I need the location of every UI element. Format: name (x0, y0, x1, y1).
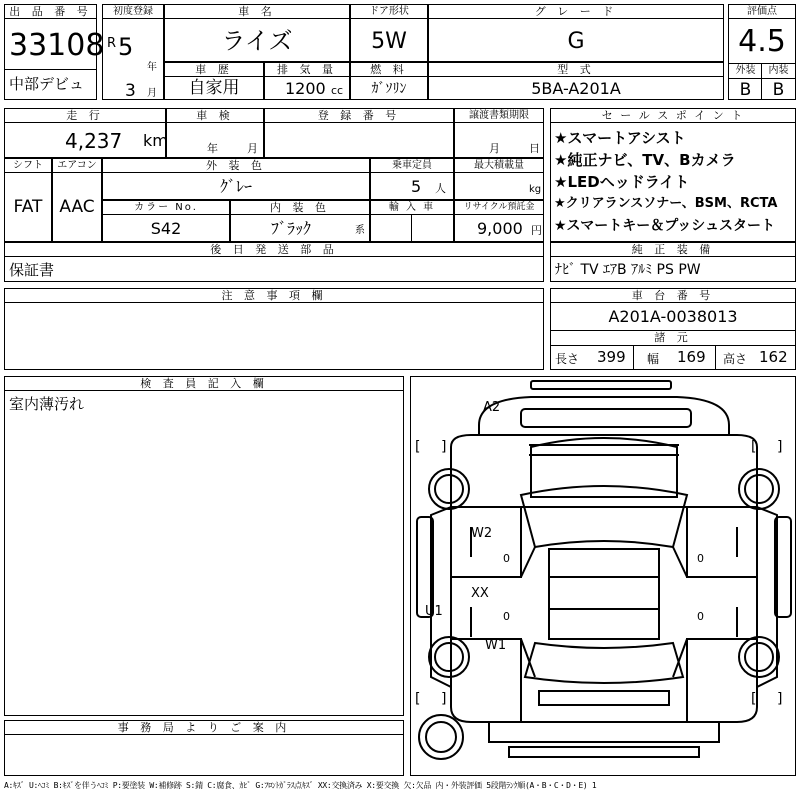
load-box (454, 158, 544, 200)
sales-item: ★クリアランスソナー、BSM、RCTA (554, 196, 778, 211)
car-name: ライズ (221, 27, 293, 55)
laterparts-label: 後 日 発 送 部 品 (5, 243, 543, 257)
regno-label: 登 録 番 号 (265, 109, 453, 123)
chassis-label: 車 台 番 号 (551, 289, 795, 303)
sales-item: ★LEDヘッドライト (554, 173, 690, 191)
transfer-label: 譲渡書類期限 (455, 109, 543, 123)
inspector-box (4, 376, 404, 716)
intcolor-label: 内 装 色 (231, 201, 369, 215)
disp-unit: cc (331, 84, 344, 97)
len-label: 長さ (555, 352, 580, 366)
reg-era: R (107, 36, 117, 51)
mark-zero: 0 (697, 610, 704, 623)
door-value: 5W (371, 29, 407, 54)
score-label: 評価点 (729, 5, 795, 19)
disp-label: 排 気 量 (265, 63, 349, 77)
door-box (350, 4, 428, 62)
svg-text:[: [ (415, 691, 421, 707)
lot-number: 33108 (9, 28, 105, 63)
svg-text:[: [ (415, 439, 421, 455)
transfer-month: 月 (489, 142, 500, 155)
sales-label: セ ー ル ス ポ イ ン ト (551, 109, 795, 123)
mark-zero: 0 (503, 552, 510, 565)
office-label: 事 務 局 よ り ご 案 内 (5, 721, 403, 735)
mark-u1: U1 (425, 604, 443, 619)
int-label: 内装 (768, 65, 789, 76)
history-label: 車 歴 (165, 63, 263, 77)
equip-label: 純 正 装 備 (551, 243, 795, 257)
model-box (428, 62, 724, 100)
venue: 中部デビュ (9, 75, 85, 93)
transfer-day: 日 (529, 142, 540, 155)
colorno-box (102, 200, 230, 242)
lot-box (4, 4, 105, 100)
mark-zero: 0 (697, 552, 704, 565)
grade-box (428, 4, 724, 62)
svg-text:]: ] (441, 691, 447, 707)
wid-label: 幅 (647, 352, 660, 366)
extcolor-box (102, 158, 370, 200)
sales-box (550, 108, 796, 242)
colorno-value: S42 (150, 219, 182, 238)
shift-label: シフト (5, 159, 51, 173)
intcolor-unit: 系 (355, 225, 365, 236)
ac-label: エアコン (53, 159, 101, 173)
hei-value: 162 (759, 348, 788, 366)
extcolor-value: ｸﾞﾚｰ (219, 177, 252, 196)
reg-box (102, 4, 164, 100)
recycle-value: 9,000 (477, 219, 523, 238)
sales-item: ★スマートアシスト (554, 129, 686, 147)
score-value: 4.5 (738, 24, 786, 59)
mark-w2: W2 (471, 526, 493, 541)
recycle-label: リサイクル預託金 (455, 201, 543, 215)
lot-label: 出 品 番 号 (5, 5, 96, 19)
load-unit: kg (529, 184, 542, 195)
legend: A:ｷｽﾞ U:ﾍｺﾐ B:ｷｽﾞを伴うﾍｺﾐ P:要塗装 W:補修跡 S:錆 C:腐食、ｶﾋﾞ G:ﾌﾛﾝﾄｶﾞﾗｽ点ｷｽﾞ XX:交換済み X:要交換 欠:欠品 内・外装評価 5段階ﾗﾝｸ順(A・B・C・D・E) 1 (4, 781, 597, 790)
svg-text:[: [ (751, 691, 757, 707)
capacity-label: 乗車定員 (371, 159, 453, 173)
import-label: 輸 入 車 (371, 201, 453, 215)
disp-value: 1200 (285, 79, 326, 98)
import-box (370, 200, 454, 242)
sales-item: ★純正ナビ、TV、Bカメラ (554, 151, 736, 169)
reg-year: 5 (118, 33, 134, 61)
notes-box (4, 288, 544, 370)
mark-zero: 0 (503, 610, 510, 623)
fuel-value: ｶﾞｿﾘﾝ (371, 81, 407, 97)
intcolor-box (230, 200, 370, 242)
ac-value: AAC (59, 197, 95, 217)
wheel-icons (419, 469, 779, 759)
mileage-box (4, 108, 166, 158)
mark-w1: W1 (485, 638, 507, 653)
hei-label: 高さ (723, 352, 748, 366)
laterparts-value: 保証書 (9, 261, 55, 279)
chassis-value: A201A-0038013 (608, 307, 738, 326)
intcolor-value: ﾌﾞﾗｯｸ (270, 219, 311, 238)
grade-value: G (567, 29, 585, 54)
svg-text:]: ] (777, 691, 783, 707)
inspector-label: 検 査 員 記 入 欄 (5, 377, 403, 391)
mark-xx: XX (471, 586, 489, 601)
capacity-box (370, 158, 454, 200)
colorno-label: カラー No. (103, 201, 229, 215)
ac-box (52, 158, 102, 242)
recycle-unit: 円 (531, 224, 542, 237)
transfer-box (454, 108, 544, 158)
history-box (164, 62, 264, 100)
dims-label: 諸 元 (654, 331, 692, 344)
reg-month: 3 (125, 81, 136, 101)
history-value: 自家用 (188, 78, 240, 98)
inspection-box (166, 108, 264, 158)
model-label: 型 式 (429, 63, 723, 77)
sales-item: ★スマートキー＆プッシュスタート (554, 218, 776, 234)
insp-month-unit: 月 (247, 142, 258, 155)
extcolor-label: 外 装 色 (103, 159, 369, 173)
mileage-label: 走 行 (5, 109, 165, 123)
capacity-value: 5 (411, 177, 422, 196)
office-box (4, 720, 404, 776)
shift-value: FAT (13, 197, 43, 217)
mileage-value: 4,237 (65, 129, 123, 153)
notes-label: 注 意 事 項 欄 (5, 289, 543, 303)
fuel-label: 燃 料 (351, 63, 427, 77)
fuel-box (350, 62, 428, 100)
laterparts-box (4, 242, 544, 282)
door-label: ドア形状 (351, 5, 427, 19)
chassis-box (550, 288, 796, 370)
int-score: B (772, 80, 785, 100)
capacity-unit: 人 (435, 182, 446, 195)
equip-value: ﾅﾋﾞ TV ｴｱB ｱﾙﾐ PS PW (555, 262, 701, 278)
reg-label: 初度登録 (103, 5, 163, 19)
car-outline (411, 377, 797, 777)
equip-box (550, 242, 796, 282)
score-box (728, 4, 796, 100)
car-box (164, 4, 350, 62)
wid-value: 169 (677, 348, 706, 366)
regno-box (264, 108, 454, 158)
svg-text:[: [ (751, 439, 757, 455)
ext-score: B (739, 80, 752, 100)
mileage-unit: km (143, 131, 168, 150)
inspection-label: 車 検 (167, 109, 263, 123)
reg-year-unit: 年 (147, 62, 157, 73)
car-label: 車 名 (165, 5, 349, 19)
damage-diagram (410, 376, 796, 776)
shift-box (4, 158, 52, 242)
ext-label: 外装 (735, 65, 756, 76)
svg-text:]: ] (441, 439, 447, 455)
inspector-note: 室内薄汚れ (9, 395, 85, 413)
disp-box (264, 62, 350, 100)
svg-text:]: ] (777, 439, 783, 455)
model-value: 5BA-A201A (531, 79, 621, 98)
len-value: 399 (597, 348, 626, 366)
grade-label: グ レ ー ド (429, 5, 723, 19)
mark-a2: A2 (483, 400, 501, 415)
recycle-box (454, 200, 544, 242)
load-label: 最大積載量 (455, 159, 543, 173)
insp-year-unit: 年 (207, 142, 218, 155)
reg-month-unit: 月 (147, 88, 157, 99)
